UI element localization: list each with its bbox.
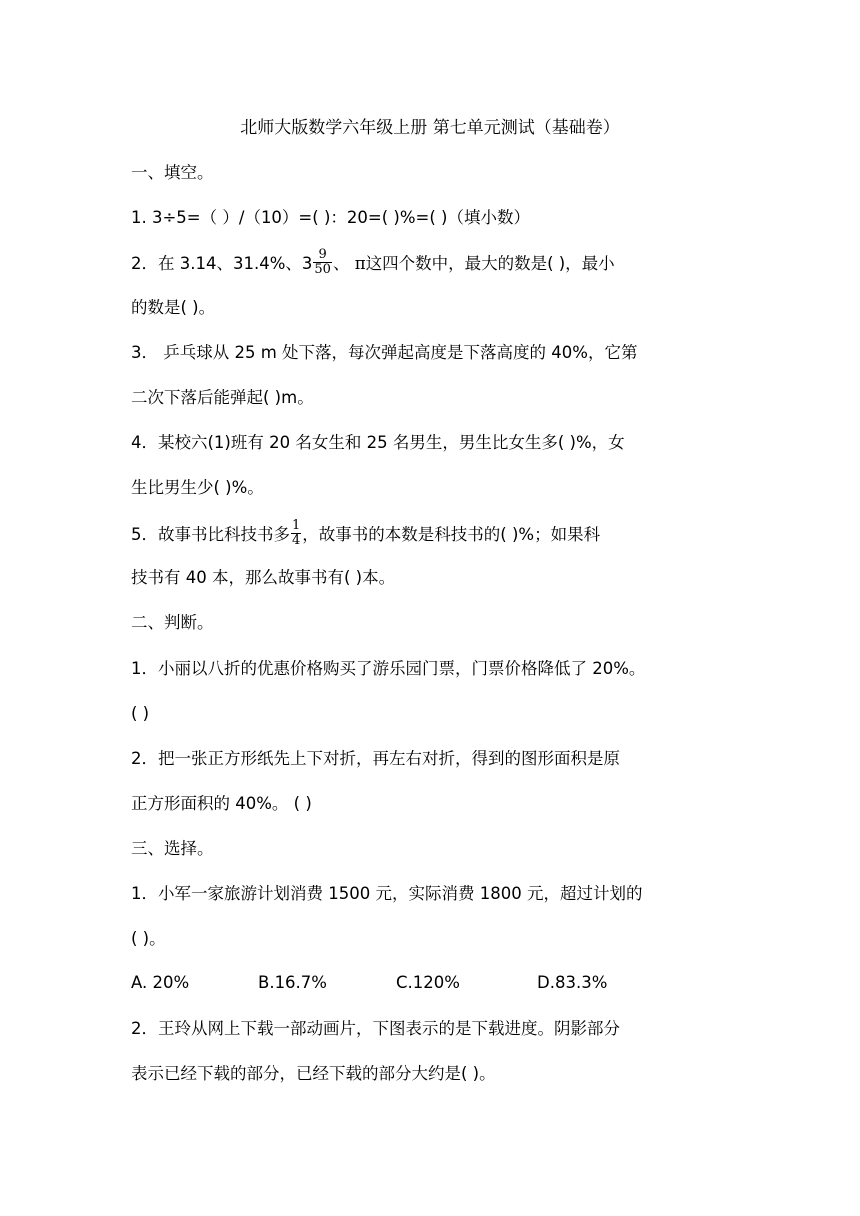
question-2-1-line2: ( ) xyxy=(131,704,150,723)
question-2-2-line2: 正方形面积的 40%。 ( ) xyxy=(131,794,312,813)
option-c: C.120% xyxy=(396,973,460,992)
question-2-2-line1: 2．把一张正方形纸先上下对折，再左右对折，得到的图形面积是原 xyxy=(131,749,620,768)
section2-heading: 二、判断。 xyxy=(131,613,214,632)
option-a: A. 20% xyxy=(131,973,190,992)
section1-heading: 一、填空。 xyxy=(131,163,214,182)
question-2-1-line1: 1．小丽以八折的优惠价格购买了游乐园门票，门票价格降低了 20%。 xyxy=(131,659,646,678)
question-3-1-line1: 1．小军一家旅游计划消费 1500 元，实际消费 1800 元，超过计划的 xyxy=(131,884,643,903)
question-1-2-line1: 2．在 3.14、31.4%、3 $\frac{9}{50}$ 、 π这四个数中，最大的数是( )，最小 xyxy=(131,247,615,277)
fraction-9-50: $\frac{9}{50}$ xyxy=(314,247,331,277)
question-1-3-line1: 3． 乒乓球从 25 m 处下落，每次弹起高度是下落高度的 40%，它第 xyxy=(131,343,638,362)
fraction-1-4: $\frac{1}{4}$ xyxy=(292,518,301,548)
question-1-4-line1: 4．某校六(1)班有 20 名女生和 25 名男生，男生比女生多( )%，女 xyxy=(131,433,625,452)
question-1-5-line2: 技书有 40 本，那么故事书有( )本。 xyxy=(131,568,396,587)
page-title: 北师大版数学六年级上册 第七单元测试（基础卷） xyxy=(240,118,620,138)
option-d: D.83.3% xyxy=(537,973,608,992)
question-3-1-line2: ( )。 xyxy=(131,929,166,948)
pi-symbol: π xyxy=(354,254,366,273)
question-1-1: 1. 3÷5=（ ）/（10）=( )：20=( )%=( )（填小数） xyxy=(131,208,530,227)
question-1-2-line2: 的数是( )。 xyxy=(131,298,216,317)
question-1-5-line1: 5．故事书比科技书多 $\frac{1}{4}$ ，故事书的本数是科技书的( )%；如果科 xyxy=(131,518,601,548)
option-b: B.16.7% xyxy=(258,973,327,992)
question-1-3-line2: 二次下落后能弹起( )m。 xyxy=(131,388,314,407)
section3-heading: 三、选择。 xyxy=(131,839,214,858)
question-3-2-line1: 2．王玲从网上下载一部动画片，下图表示的是下载进度。阴影部分 xyxy=(131,1019,620,1038)
question-1-4-line2: 生比男生少( )%。 xyxy=(131,478,264,497)
question-3-2-line2: 表示已经下载的部分，已经下载的部分大约是( )。 xyxy=(131,1064,496,1083)
